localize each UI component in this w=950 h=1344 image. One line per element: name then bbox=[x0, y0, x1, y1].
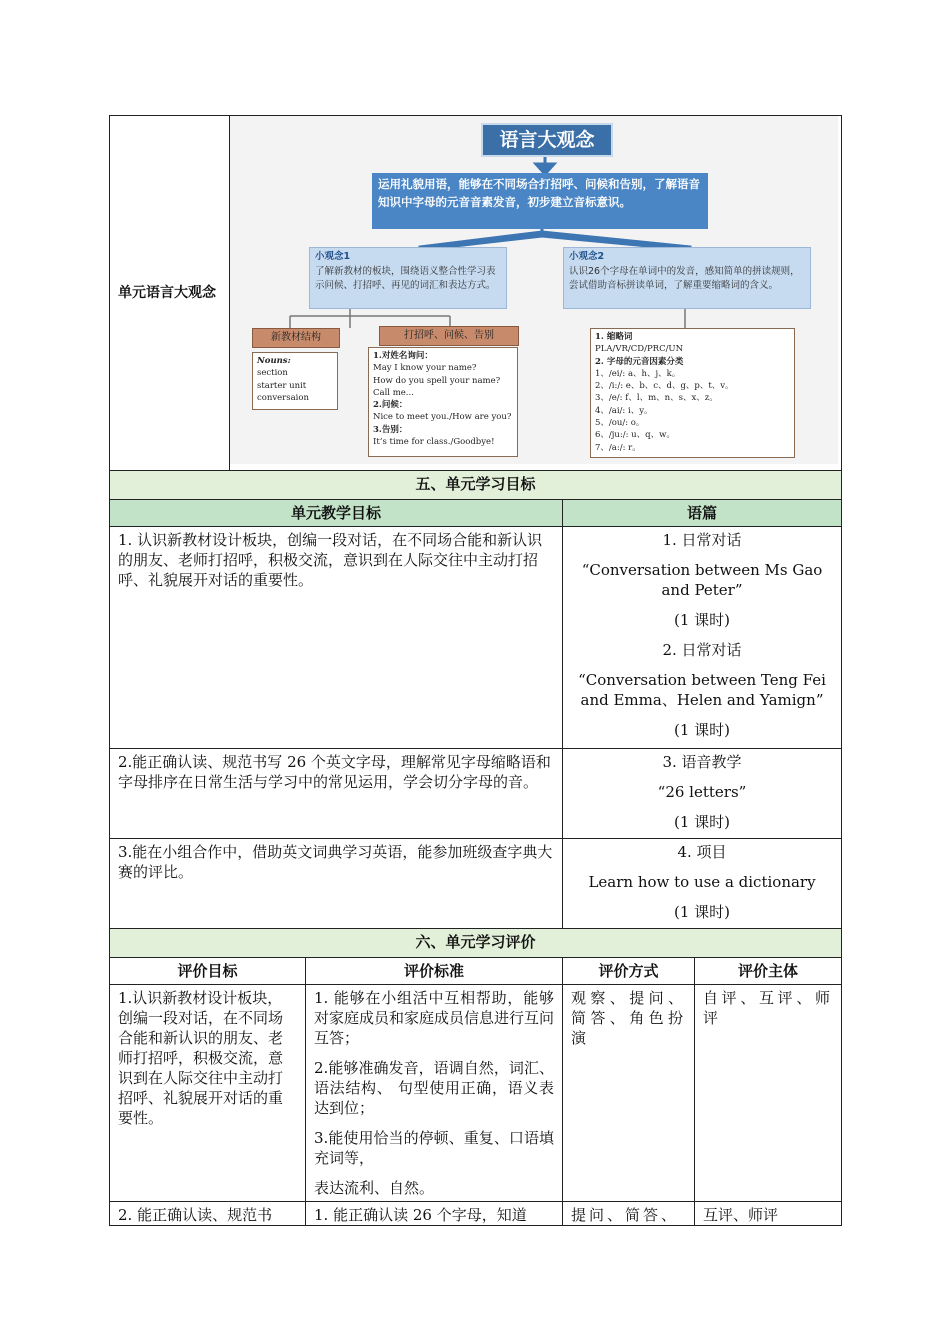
sub-concept-1 bbox=[309, 247, 507, 309]
abbr-line: 4、/ai/: i、y。 bbox=[595, 405, 653, 416]
goal-texts-cell bbox=[563, 527, 842, 749]
concept-row-label: 单元语言大观念 bbox=[110, 116, 230, 471]
abbr-box bbox=[590, 328, 795, 458]
text-item: “Conversation between Ms Gao and Peter” bbox=[581, 561, 823, 599]
concept-diagram bbox=[230, 116, 838, 464]
nouns-box bbox=[252, 352, 338, 410]
diagram-main-concept: 运用礼貌用语，能够在不同场合打招呼、问候和告别，了解语音知识中字母的元音音素发音，初步建立音标意识。 bbox=[372, 173, 708, 229]
nouns-line: conversaion bbox=[257, 392, 309, 403]
greet-line: How do you spell your name? bbox=[373, 375, 501, 386]
section-eval-title: 六、单元学习评价 bbox=[110, 929, 842, 958]
eval-standard: 表达流利、自然。 bbox=[314, 1179, 435, 1197]
greet-line: Call me... bbox=[373, 387, 414, 398]
tag-greetings: 打招呼、问候、告别 bbox=[379, 326, 519, 346]
text-item: (1 课时) bbox=[673, 611, 731, 629]
eval-header-method: 评价方式 bbox=[563, 958, 695, 985]
eval-method: 观察、提问、简答、角色扮演 bbox=[563, 985, 695, 1202]
section-eval-title-row bbox=[110, 929, 842, 958]
text-item: 3. 语音教学 bbox=[662, 753, 742, 771]
text-item: 1. 日常对话 bbox=[662, 531, 742, 549]
abbr-line: 3、/e/: f、l、m、n、s、x、z。 bbox=[595, 393, 718, 404]
greetings-box bbox=[368, 347, 518, 457]
eval-header-standard: 评价标准 bbox=[306, 958, 563, 985]
greet-line: Nice to meet you./How are you? bbox=[373, 412, 512, 423]
eval-method: 提问、简答、 bbox=[563, 1202, 695, 1226]
goals-header-goal: 单元教学目标 bbox=[110, 500, 563, 527]
sub-concept-1-text: 了解新教材的板块，围绕语义整合性学习表示问候、打招呼、再见的词汇和表达方式。 bbox=[315, 265, 496, 291]
sub-concept-2 bbox=[563, 247, 811, 309]
text-item: 2. 日常对话 bbox=[662, 641, 742, 659]
abbr-line: 6、/ju:/: u、q、w。 bbox=[595, 430, 675, 441]
greet-line: 2.问候： bbox=[373, 400, 408, 411]
eval-subject: 自评、互评、师评 bbox=[695, 985, 842, 1202]
eval-standard: 1. 能正确认读 26 个字母，知道 bbox=[306, 1202, 563, 1226]
goal-row bbox=[110, 839, 842, 929]
abbr-line: PLA/VR/CD/PRC/UN bbox=[595, 344, 684, 355]
goal-texts-cell bbox=[563, 839, 842, 929]
abbr-line: 2、/i:/: e、b、c、d、g、p、t、v。 bbox=[595, 381, 734, 392]
unit-plan-table bbox=[109, 115, 842, 1226]
goals-header-row bbox=[110, 500, 842, 527]
tag-textbook-structure: 新教材结构 bbox=[252, 328, 340, 348]
diagram-title: 语言大观念 bbox=[481, 123, 613, 157]
text-item: (1 课时) bbox=[673, 721, 731, 739]
concept-diagram-cell bbox=[230, 116, 842, 471]
section-goals-title: 五、单元学习目标 bbox=[110, 471, 842, 500]
sub-concept-2-title: 小观念2 bbox=[569, 251, 605, 262]
goals-header-text: 语篇 bbox=[563, 500, 842, 527]
greet-line: 3.告别： bbox=[373, 424, 408, 435]
text-item: (1 课时) bbox=[673, 813, 731, 831]
greet-line: It’s time for class./Goodbye! bbox=[373, 437, 495, 448]
document bbox=[109, 115, 841, 1226]
text-item: Learn how to use a dictionary bbox=[588, 873, 816, 891]
eval-header-subject: 评价主体 bbox=[695, 958, 842, 985]
goal-text: 1. 认识新教材设计板块，创编一段对话，在不同场合能和新认识的朋友、老师打招呼，积极交流，意识到在人际交往中主动打招呼、礼貌展开对话的重要性。 bbox=[110, 527, 563, 749]
eval-standard: 2.能够准确发音，语调自然，词汇、语法结构、 句型使用正确，语义表达到位； bbox=[314, 1059, 554, 1117]
section-goals-title-row bbox=[110, 471, 842, 500]
eval-row bbox=[110, 1202, 842, 1226]
eval-header-row bbox=[110, 958, 842, 985]
abbr-line: 7、/a:/: r。 bbox=[595, 442, 641, 453]
greet-line: 1.对姓名询问： bbox=[373, 351, 433, 361]
eval-target: 2. 能正确认读、规范书 bbox=[110, 1202, 306, 1226]
goal-texts-cell bbox=[563, 749, 842, 839]
sub-concept-2-text: 认识26个字母在单词中的发音，感知简单的拼读规则，尝试借助音标拼读单词，了解重要缩略词的含义。 bbox=[569, 265, 800, 291]
nouns-line: starter unit bbox=[257, 380, 307, 391]
text-item: “Conversation between Teng Fei and Emma、Helen and Yamign” bbox=[578, 671, 826, 709]
sub-concept-1-title: 小观念1 bbox=[315, 251, 351, 262]
eval-standard: 1. 能够在小组活中互相帮助，能够对家庭成员和家庭成员信息进行互问互答； bbox=[314, 989, 555, 1047]
eval-subject: 互评、师评 bbox=[695, 1202, 842, 1226]
eval-target: 1.认识新教材设计板块，创编一段对话，在不同场合能和新认识的朋友、老师打招呼，积极交流，意识到在人际交往中主动打招呼、礼貌展开对话的重要性。 bbox=[110, 985, 306, 1202]
abbr-line: 1. 缩略词 bbox=[595, 332, 633, 342]
eval-standards-cell bbox=[306, 985, 563, 1202]
text-item: “26 letters” bbox=[657, 783, 747, 801]
abbr-line: 5、/ou/: o。 bbox=[595, 418, 645, 429]
greet-line: May I know your name? bbox=[373, 363, 477, 374]
goal-row bbox=[110, 527, 842, 749]
goal-text: 2.能正确认读、规范书写 26 个英文字母，理解常见字母缩略语和字母排序在日常生活与学习中的常见运用，学会切分字母的音。 bbox=[110, 749, 563, 839]
nouns-line: section bbox=[257, 368, 288, 379]
concept-row bbox=[110, 116, 842, 471]
goal-text: 3.能在小组合作中，借助英文词典学习英语，能参加班级查字典大赛的评比。 bbox=[110, 839, 563, 929]
abbr-line: 1、/ei/: a、h、j、k。 bbox=[595, 368, 681, 379]
eval-header-target: 评价目标 bbox=[110, 958, 306, 985]
eval-standard: 3.能使用恰当的停顿、重复、口语填充词等， bbox=[314, 1129, 554, 1167]
text-item: 4. 项目 bbox=[677, 843, 727, 861]
goal-row bbox=[110, 749, 842, 839]
text-item: (1 课时) bbox=[673, 903, 731, 921]
abbr-line: 2. 字母的元音因素分类 bbox=[595, 356, 684, 367]
nouns-line: Nouns: bbox=[257, 356, 291, 366]
eval-row bbox=[110, 985, 842, 1202]
